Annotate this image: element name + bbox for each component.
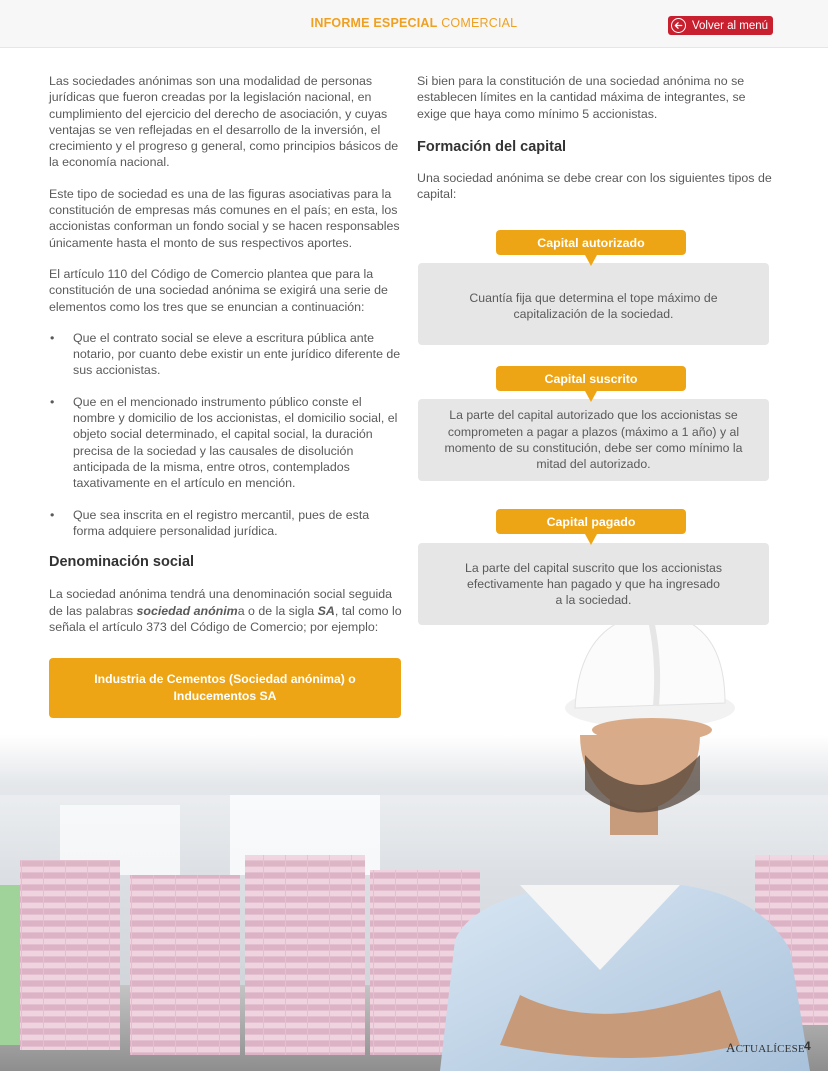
publisher-logo-initial: A	[726, 1040, 736, 1055]
publisher-logo-rest: CTUALÍCESE	[735, 1043, 805, 1055]
list-item	[49, 330, 404, 379]
denominacion-heading: Denominación social	[49, 554, 195, 571]
denominacion-emphasis-2: SA	[317, 603, 335, 618]
page-number: 4	[804, 1039, 811, 1053]
arrow-left-circle-icon	[671, 18, 686, 33]
list-item-text: Que en el mencionado instrumento público conste el nombre y domicilio de los accionistas, el domicilio social, el objeto social determinado, el capital social, la duración precisa de la sociedad y las causales de disolución anticipada de la misma, entre otros, contemplados taxativamente en el artículo en mención.	[73, 394, 398, 491]
article-110-paragraph: El artículo 110 del Código de Comercio plantea que para la constitución de una sociedad anónima se exigirá una serie de elementos como los tres que se enuncian a continuación:	[49, 266, 388, 314]
right-column	[417, 73, 777, 218]
bullet-glyph: •	[50, 507, 55, 522]
denominacion-emphasis-1: sociedad anónim	[136, 603, 238, 618]
publisher-logo	[726, 1040, 805, 1056]
back-to-menu-button[interactable]	[668, 16, 773, 35]
requirements-list	[49, 330, 404, 539]
formacion-heading: Formación del capital	[417, 138, 567, 155]
list-item	[49, 507, 404, 540]
capital-suscrito-box: La parte del capital autorizado que los accionistas se comprometen a pagar a plazos (máximo a 1 año) y al momento de su constitución, debe ser como mínimo la mitad del autorizado.	[418, 399, 769, 481]
warehouse-worker-photo	[0, 735, 828, 1071]
denominacion-text-a: La sociedad anónima tendrá una denominación social seguida de las palabras	[49, 587, 393, 618]
society-type-paragraph: Este tipo de sociedad es una de las figuras asociativas para la constitución de empresas más comunes en el país; en esta, los accionistas conforman un fondo social y se hacen responsables únicamente hasta el monto de sus respectivos aportes.	[49, 186, 400, 250]
list-item	[49, 394, 404, 492]
bullet-glyph: •	[50, 394, 55, 409]
bullet-glyph: •	[50, 330, 55, 345]
list-item-text: Que el contrato social se eleve a escritura pública ante notario, por cuanto debe existir un ente jurídico diferente de sus accionistas.	[73, 330, 401, 378]
capital-suscrito-tag: Capital suscrito	[496, 366, 686, 391]
formacion-paragraph: Una sociedad anónima se debe crear con los siguientes tipos de capital:	[417, 171, 772, 202]
list-item-text: Que sea inscrita en el registro mercantil, pues de esta forma adquiere personalidad jurídica.	[73, 507, 370, 538]
left-column	[49, 73, 404, 650]
report-title-light: COMERCIAL	[441, 16, 518, 30]
example-box: Industria de Cementos (Sociedad anónima) o Inducementos SA	[49, 658, 401, 718]
denominacion-text-b: a o de la sigla	[237, 603, 318, 618]
intro-paragraph: Las sociedades anónimas son una modalidad de personas jurídicas que fueron creadas por la legislación nacional, en cumplimiento del ejercicio del derecho de asociación, y cuyas ventajas se ven reflejadas en el desarrollo de la inversión, el crecimiento y el progreso g general, como principios básicos de la economía nacional.	[49, 74, 399, 170]
capital-autorizado-box: Cuantía fija que determina el tope máximo de capitalización de la sociedad.	[418, 263, 769, 345]
page-header	[0, 0, 828, 48]
capital-pagado-box: La parte del capital suscrito que los accionistas efectivamente han pagado y que ha ingresado a la sociedad.	[418, 543, 769, 625]
capital-autorizado-tag: Capital autorizado	[496, 230, 686, 255]
shareholders-paragraph: Si bien para la constitución de una sociedad anónima no se establecen límites en la cantidad máxima de integrantes, se exige que haya como mínimo 5 accionistas.	[417, 74, 746, 121]
report-title-bold: INFORME ESPECIAL	[310, 16, 438, 30]
denominacion-paragraph	[49, 586, 404, 635]
hard-hat-illustration	[560, 608, 735, 738]
denominacion-text-c: , tal como lo señala el artículo 373 del Código de Comercio; por ejemplo:	[49, 603, 402, 635]
capital-pagado-tag: Capital pagado	[496, 509, 686, 534]
back-to-menu-label: Volver al menú	[692, 19, 769, 32]
